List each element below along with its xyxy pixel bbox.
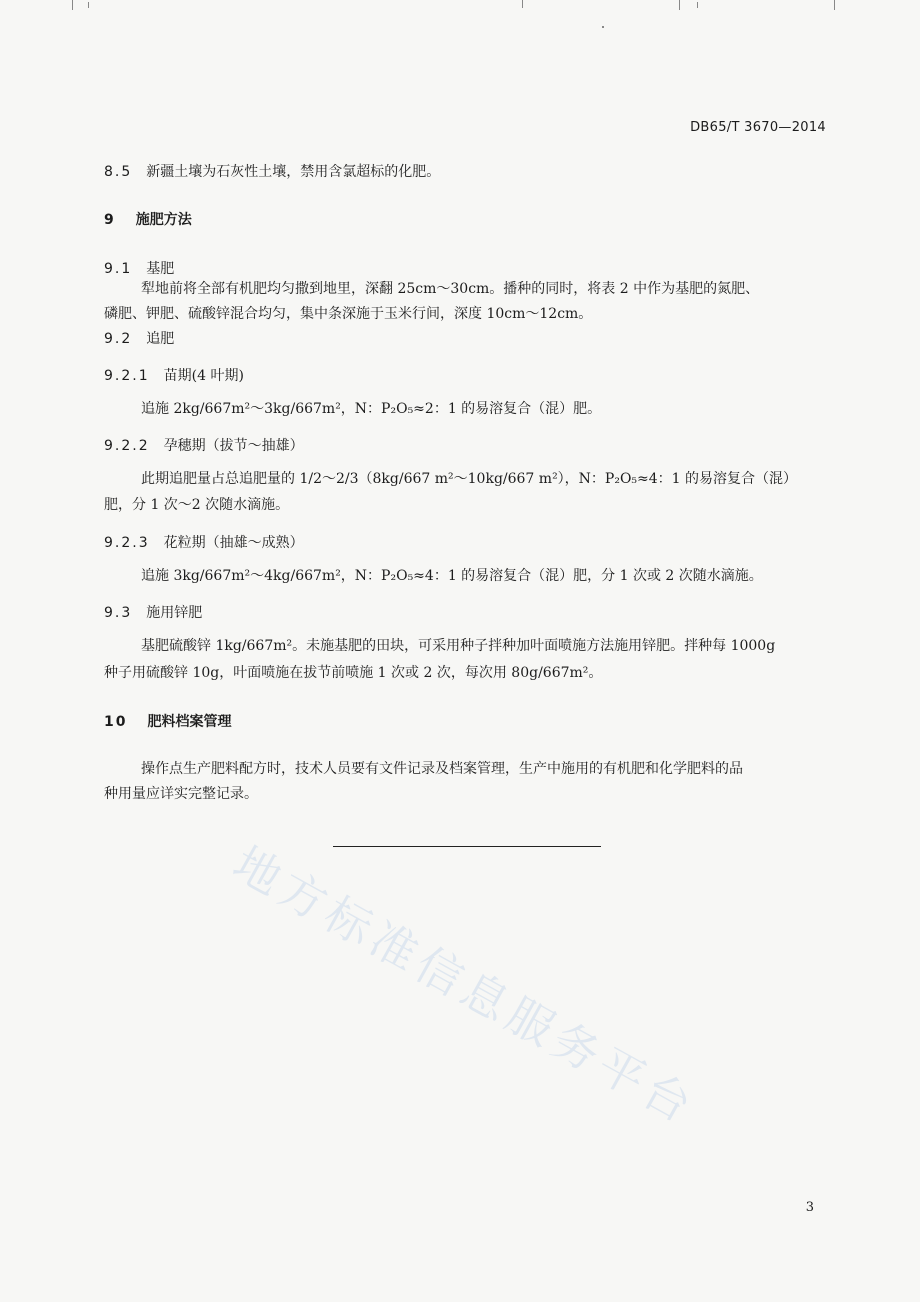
scan-mark <box>679 0 680 10</box>
section-number: 9.1 <box>104 261 133 277</box>
paragraph-line: 磷肥、钾肥、硫酸锌混合均匀，集中条深施于玉米行间，深度 10cm～12cm。 <box>104 306 593 322</box>
scan-mark <box>88 2 89 8</box>
section-9-2-1-heading <box>104 367 244 385</box>
end-rule <box>333 846 601 847</box>
section-9-1-heading <box>104 260 174 278</box>
paragraph-line: 操作点生产肥料配方时，技术人员要有文件记录及档案管理，生产中施用的有机肥和化学肥料的品 <box>141 761 743 777</box>
section-number: 9.2 <box>104 331 133 347</box>
section-number: 10 <box>104 714 128 730</box>
section-text: 新疆土壤为石灰性土壤，禁用含氯超标的化肥。 <box>146 164 441 180</box>
paragraph-line: 追施 2kg/667m²～3kg/667m²，N：P₂O₅≈2：1 的易溶复合（混）肥。 <box>141 401 602 417</box>
page-number: 3 <box>805 1200 814 1215</box>
section-9-3-heading <box>104 604 202 622</box>
section-9-2-3-heading <box>104 534 304 552</box>
paragraph-line: 种用量应详实完整记录。 <box>104 786 258 802</box>
section-number: 8.5 <box>104 164 133 180</box>
section-8-5 <box>104 163 440 181</box>
scan-mark <box>834 0 835 10</box>
paragraph-line: 种子用硫酸锌 10g，叶面喷施在拔节前喷施 1 次或 2 次，每次用 80g/667m²。 <box>104 665 603 681</box>
scan-mark <box>522 0 523 8</box>
paragraph-line: 肥，分 1 次～2 次随水滴施。 <box>104 497 290 513</box>
section-number: 9.2.3 <box>104 535 150 551</box>
section-number: 9.3 <box>104 605 133 621</box>
section-title: 施用锌肥 <box>146 605 203 621</box>
paragraph-line: 此期追肥量占总追肥量的 1/2～2/3（8kg/667 m²～10kg/667 m²），N：P₂O₅≈4：1 的易溶复合（混） <box>141 471 798 487</box>
paragraph-line: 犁地前将全部有机肥均匀撒到地里，深翻 25cm～30cm。播种的同时，将表 2 中作为基肥的氮肥、 <box>141 281 760 297</box>
section-number: 9 <box>104 212 116 228</box>
document-code: DB65/T 3670—2014 <box>690 120 826 135</box>
paragraph-line: 追施 3kg/667m²～4kg/667m²，N：P₂O₅≈4：1 的易溶复合（混）肥，分 1 次或 2 次随水滴施。 <box>141 568 763 584</box>
section-title: 苗期(4 叶期) <box>163 368 244 384</box>
paragraph-line: 基肥硫酸锌 1kg/667m²。未施基肥的田块，可采用种子拌种加叶面喷施方法施用锌肥。拌种每 1000g <box>141 638 776 654</box>
section-number: 9.2.1 <box>104 368 150 384</box>
scan-mark <box>697 2 698 8</box>
section-9-2-2-heading <box>104 437 304 455</box>
section-number: 9.2.2 <box>104 438 150 454</box>
watermark: 地方标准信息服务平台 <box>224 835 706 1136</box>
scan-mark <box>72 0 73 10</box>
scan-mark <box>602 26 604 28</box>
section-title: 追肥 <box>146 331 175 347</box>
section-9-2-heading <box>104 330 174 348</box>
section-title: 孕穗期（拔节～抽雄） <box>163 438 304 454</box>
section-10-heading <box>104 713 231 731</box>
section-title: 基肥 <box>146 261 175 277</box>
section-9-heading <box>104 211 192 229</box>
section-title: 施肥方法 <box>135 212 192 228</box>
section-title: 肥料档案管理 <box>147 714 232 730</box>
section-title: 花粒期（抽雄～成熟） <box>163 535 304 551</box>
